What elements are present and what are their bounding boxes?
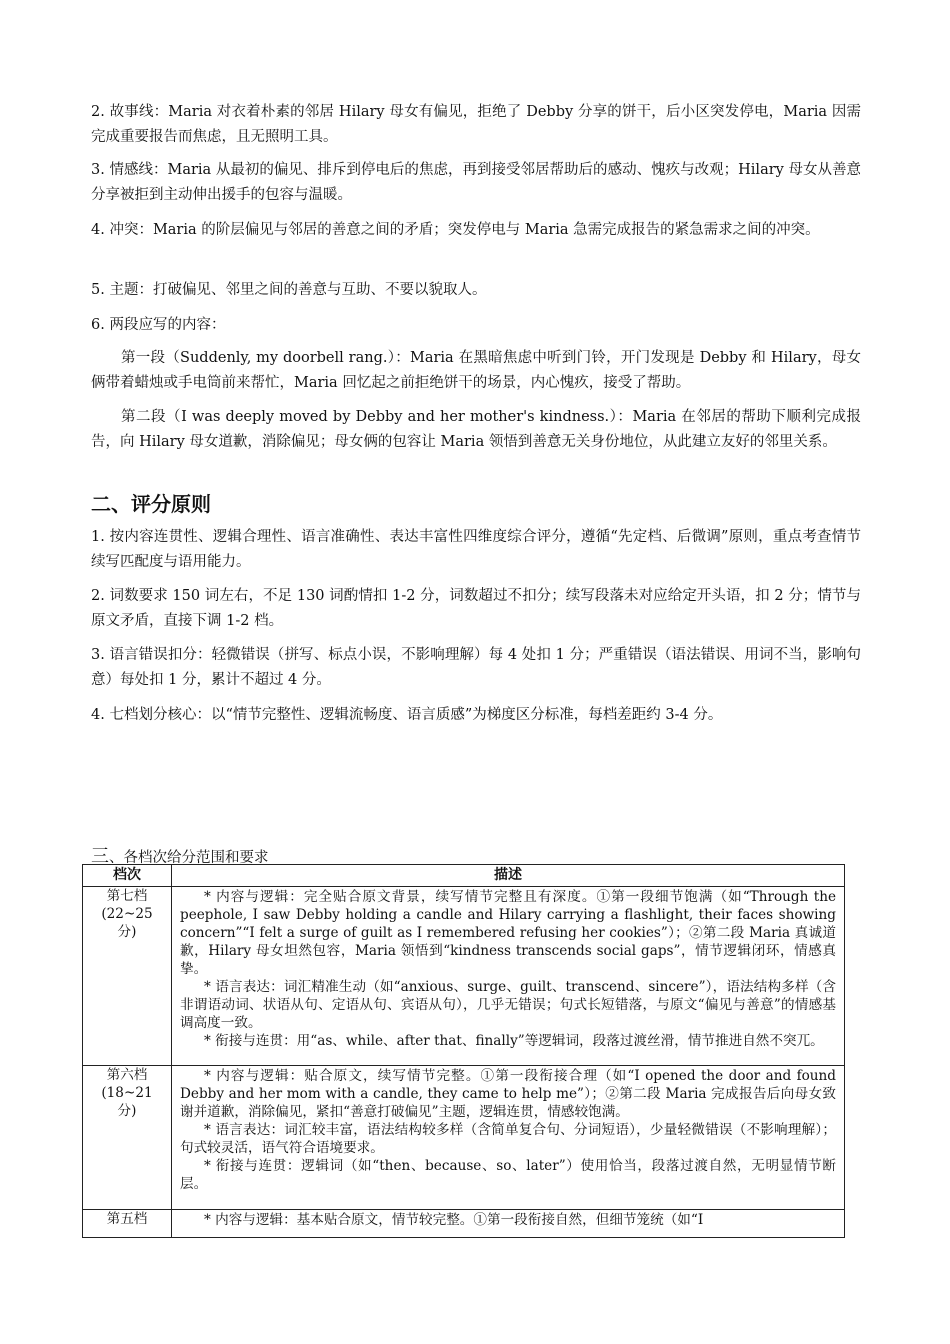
emotion-line-item: 3. 情感线：Maria 从最初的偏见、排斥到停电后的焦虑，再到接受邻居帮助后的感动、愧疚与改观；Hilary 母女从善意分享被拒到主动伸出援手的包容与温暖。 [91,162,861,203]
table-row [83,887,845,1066]
paragraph-one-guide: 第一段（Suddenly, my doorbell rang.）：Maria 在黑暗焦虑中听到门铃，开门发现是 Debby 和 Hilary，母女俩带着蜡烛或手电筒前来帮忙，Maria 回忆起之前拒绝饼干的场景，内心愧疚，接受了帮助。 [91,350,861,391]
theme-item: 5. 主题：打破偏见、邻里之间的善意与互助、不要以貌取人。 [91,282,487,298]
level-name: 第六档 [106,1067,148,1083]
principle-item: 2. 词数要求 150 词左右，不足 130 词酌情扣 1-2 分，词数超过不扣分；续写段落未对应给定开头语，扣 2 分；情节与原文矛盾，直接下调 1-2 档。 [91,588,861,629]
table-header-row [83,865,845,887]
level-cell [83,1066,172,1210]
storyline-item: 2. 故事线：Maria 对衣着朴素的邻居 Hilary 母女有偏见，拒绝了 Debby 分享的饼干，后小区突发停电，Maria 因需完成重要报告而焦虑，且无照明工具。 [91,104,861,145]
description-cell [172,887,845,1066]
cohesion-text: * 衔接与连贯：用“as、while、after that、finally”等逻辑词，段落过渡丝滑，情节推进自然不突兀。 [204,1033,824,1049]
level-cell [83,1210,172,1238]
level-range: (18~21 [101,1085,153,1101]
grading-table [82,864,845,1238]
content-logic-text: * 内容与逻辑：贴合原文，续写情节完整。①第一段衔接合理（如“I opened the door and found Debby and her mom with a candle, they came to help me”）；②第二段 Maria 完成报告后向母女致谢并道歉，消除偏见，紧扣“善意打破偏见”主题，逻辑连贯，情感较饱满。 [180,1068,836,1120]
language-text: * 语言表达：词汇精准生动（如“anxious、surge、guilt、transcend、sincere”），语法结构多样（含非谓语动词、状语从句、定语从句、宾语从句），几乎无错误；句式长短错落，与原文“偏见与善意”的情感基调高度一致。 [180,979,836,1031]
description-cell [172,1066,845,1210]
principles-heading: 二、评分原则 [91,492,211,516]
description-cell [172,1210,845,1238]
language-text: * 语言表达：词汇较丰富，语法结构较多样（含简单复合句、分词短语），少量轻微错误（不影响理解）；句式较灵活，语气符合语境要求。 [180,1122,836,1156]
two-paragraphs-item: 6. 两段应写的内容： [91,317,226,333]
levels-heading-number: 三 [91,846,109,867]
principle-item: 4. 七档划分核心：以“情节完整性、逻辑流畅度、语言质感”为梯度区分标准，每档差距约 3-4 分。 [91,707,723,723]
principle-item: 3. 语言错误扣分：轻微错误（拼写、标点小误，不影响理解）每 4 处扣 1 分；严重错误（语法错误、用词不当，影响句意）每处扣 1 分，累计不超过 4 分。 [91,647,861,688]
level-unit: 分) [117,1103,137,1119]
level-unit: 分) [117,924,137,940]
paragraph-two-guide: 第二段（I was deeply moved by Debby and her mother's kindness.）：Maria 在邻居的帮助下顺利完成报告，向 Hilary 母女道歉，消除偏见；母女俩的包容让 Maria 领悟到善意无关身份地位，从此建立友好的邻里关系。 [91,409,861,450]
level-name: 第七档 [106,888,148,904]
table-row [83,1066,845,1210]
principle-item: 1. 按内容连贯性、逻辑合理性、语言准确性、表达丰富性四维度综合评分，遵循“先定档、后微调”原则，重点考查情节续写匹配度与语用能力。 [91,529,861,570]
cohesion-text: * 衔接与连贯：逻辑词（如“then、because、so、later”）使用恰当，段落过渡自然，无明显情节断层。 [180,1158,836,1192]
level-cell [83,887,172,1066]
level-name: 第五档 [106,1211,148,1227]
table-row [83,1210,845,1238]
header-level: 档次 [83,865,172,887]
levels-heading-text: 、各档次给分范围和要求 [109,850,269,866]
level-range: (22~25 [101,906,153,922]
conflict-item: 4. 冲突：Maria 的阶层偏见与邻居的善意之间的矛盾；突发停电与 Maria 急需完成报告的紧急需求之间的冲突。 [91,222,820,238]
content-logic-text: * 内容与逻辑：完全贴合原文背景，续写情节完整且有深度。①第一段细节饱满（如“Through the peephole, I saw Debby holding a candle and Hilary carrying a flashlight, their faces showing concern”“I felt a surge of guilt as I remembered refusing her cookies”）；②第二段 Maria 真诚道歉，Hilary 母女坦然包容，Maria 领悟到“kindness transcends social gaps”，情节逻辑闭环，情感真挚。 [180,889,836,977]
header-description: 描述 [172,865,845,887]
content-logic-text: * 内容与逻辑：基本贴合原文，情节较完整。①第一段衔接自然，但细节笼统（如“I [204,1212,704,1228]
